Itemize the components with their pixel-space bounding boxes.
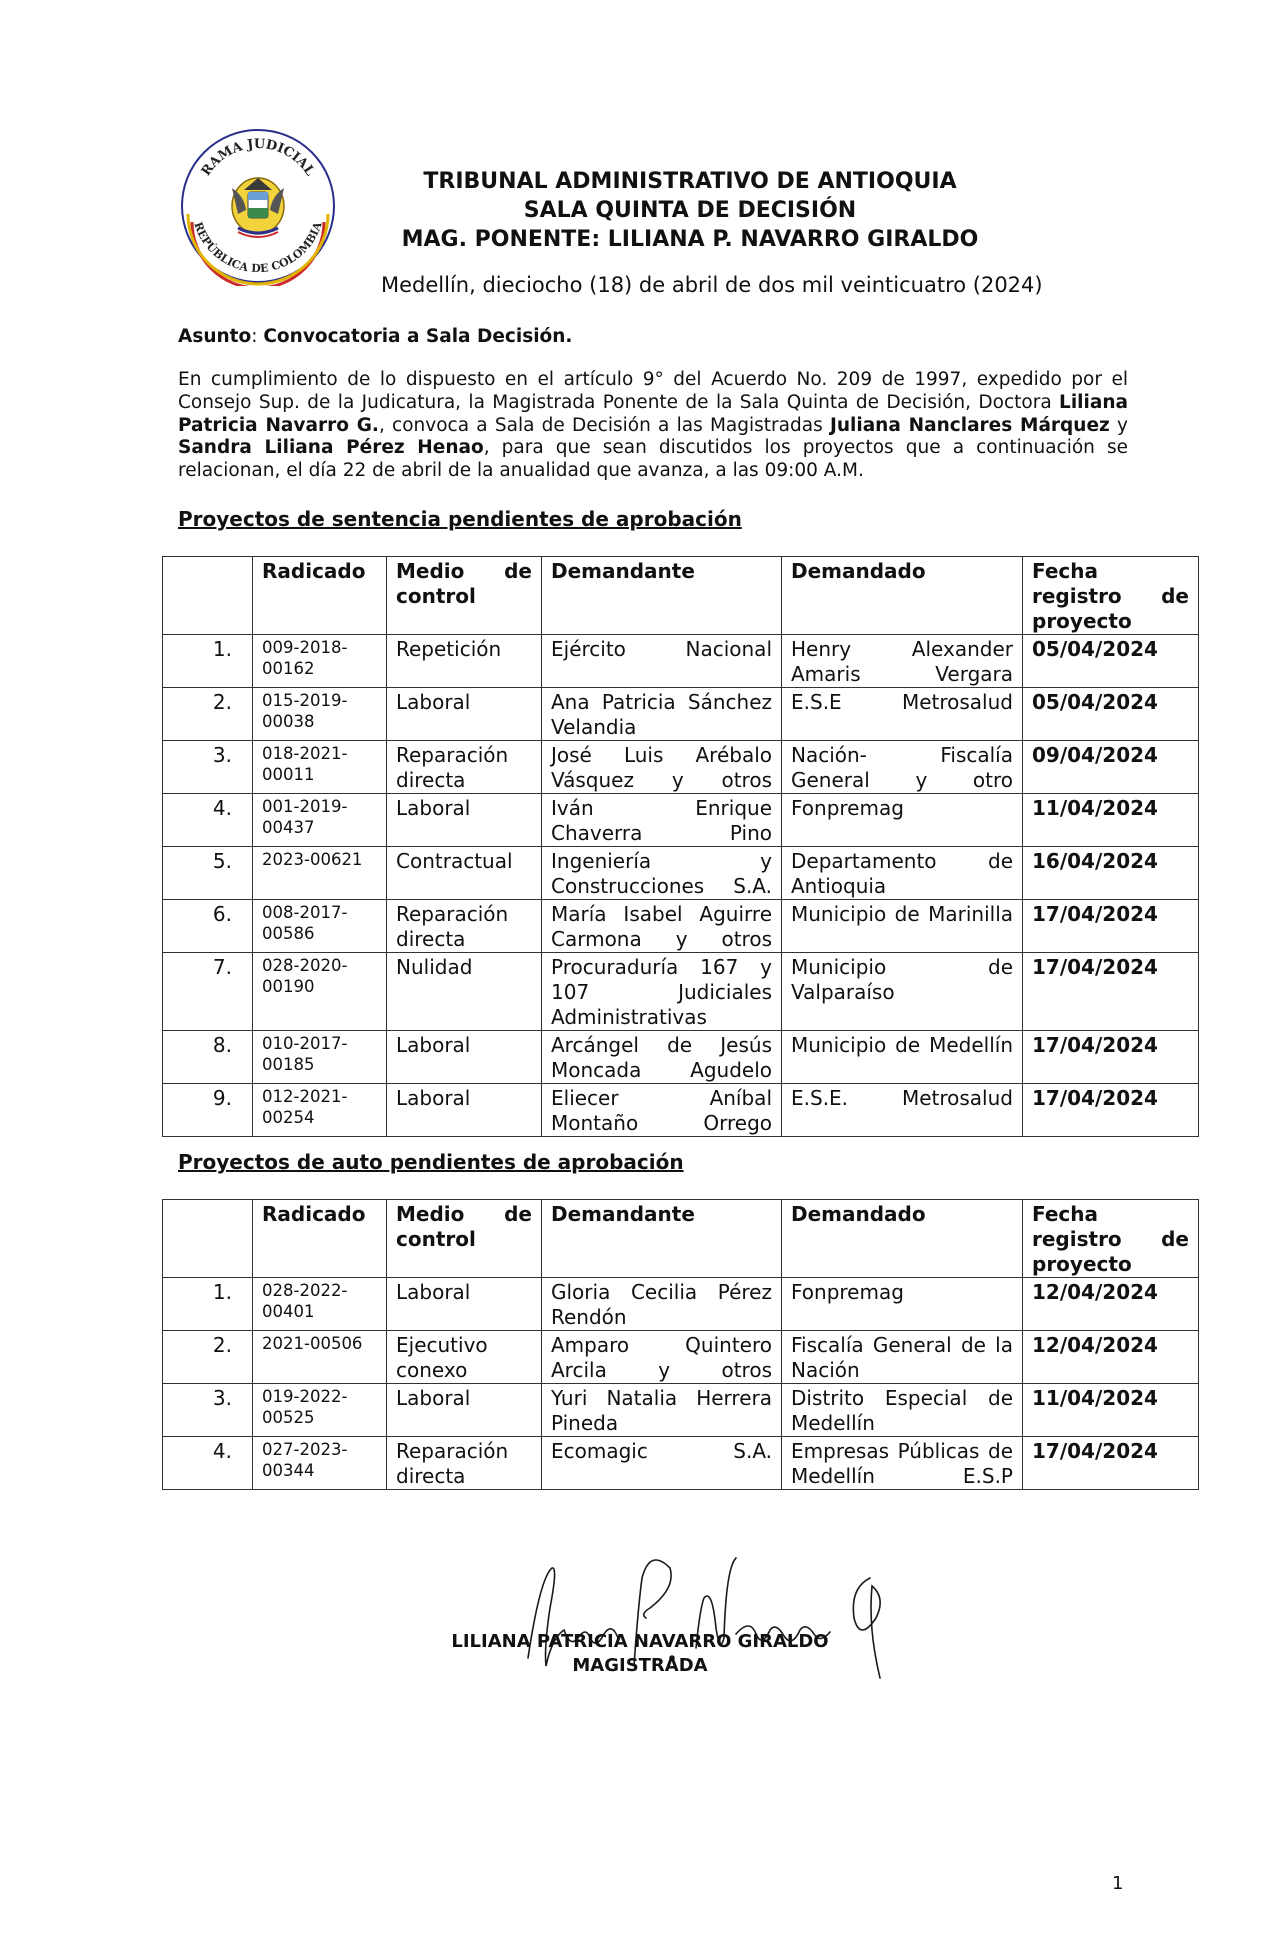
- demandado-cell: Municipio de Valparaíso: [782, 953, 1023, 1031]
- demandado-cell: E.S.E Metrosalud: [782, 688, 1023, 741]
- demandado-cell: Fiscalía General de la Nación: [782, 1331, 1023, 1384]
- medio-control-cell: Ejecutivo conexo: [387, 1331, 542, 1384]
- table-row: [163, 688, 1199, 741]
- demandante-cell: Ejército Nacional: [542, 635, 782, 688]
- demandado-cell: Municipio de Medellín: [782, 1031, 1023, 1084]
- autos-table: [162, 1199, 1199, 1490]
- header-number: [163, 1200, 253, 1278]
- row-number: 2.: [163, 688, 253, 741]
- fecha-cell: 17/04/2024: [1023, 1084, 1199, 1137]
- radicado-cell: 028-2020-00190: [253, 953, 387, 1031]
- row-number: 6.: [163, 900, 253, 953]
- medio-control-cell: Repetición: [387, 635, 542, 688]
- demandante-cell: María Isabel Aguirre Carmona y otros: [542, 900, 782, 953]
- demandante-cell: Amparo Quintero Arcila y otros: [542, 1331, 782, 1384]
- magistrate-name-1: Liliana Patricia Navarro G.: [178, 391, 1128, 436]
- signatory-title: MAGISTRADA: [572, 1655, 708, 1676]
- subject-line: Asunto: Convocatoria a Sala Decisión.: [178, 326, 573, 347]
- header-demandante: Demandante: [542, 1200, 782, 1278]
- row-number: 3.: [163, 1384, 253, 1437]
- radicado-cell: 2021-00506: [253, 1331, 387, 1384]
- section-autos-title: Proyectos de auto pendientes de aprobación: [178, 1150, 684, 1174]
- fecha-cell: 05/04/2024: [1023, 688, 1199, 741]
- fecha-cell: 17/04/2024: [1023, 1437, 1199, 1490]
- magistrate-ponente: MAG. PONENTE: LILIANA P. NAVARRO GIRALDO: [401, 227, 979, 252]
- logo-ring-text-bottom: REPÚBLICA DE COLOMBIA: [191, 220, 325, 276]
- fecha-cell: 17/04/2024: [1023, 1031, 1199, 1084]
- demandante-cell: Eliecer Aníbal Montaño Orrego: [542, 1084, 782, 1137]
- signatory-name: LILIANA PATRICIA NAVARRO GIRALDO: [451, 1631, 829, 1652]
- fecha-cell: 11/04/2024: [1023, 794, 1199, 847]
- fecha-cell: 17/04/2024: [1023, 900, 1199, 953]
- radicado-cell: 010-2017-00185: [253, 1031, 387, 1084]
- radicado-cell: 027-2023-00344: [253, 1437, 387, 1490]
- demandado-cell: Departamento de Antioquia: [782, 847, 1023, 900]
- chamber-name: SALA QUINTA DE DECISIÓN: [523, 198, 857, 223]
- medio-control-cell: Reparación directa: [387, 741, 542, 794]
- row-number: 1.: [163, 635, 253, 688]
- row-number: 7.: [163, 953, 253, 1031]
- magistrate-name-3: Sandra Liliana Pérez Henao: [178, 437, 484, 459]
- demandado-cell: Fonpremag: [782, 1278, 1023, 1331]
- fecha-cell: 11/04/2024: [1023, 1384, 1199, 1437]
- table-header-row: [163, 557, 1199, 635]
- demandante-cell: Procuraduría 167 y 107 Judiciales Administrativas: [542, 953, 782, 1031]
- radicado-cell: 019-2022-00525: [253, 1384, 387, 1437]
- radicado-cell: 2023-00621: [253, 847, 387, 900]
- table-row: [163, 635, 1199, 688]
- table-row: [163, 794, 1199, 847]
- demandado-cell: E.S.E. Metrosalud: [782, 1084, 1023, 1137]
- medio-control-cell: Reparación directa: [387, 1437, 542, 1490]
- fecha-cell: 17/04/2024: [1023, 953, 1199, 1031]
- header-number: [163, 557, 253, 635]
- fecha-cell: 12/04/2024: [1023, 1331, 1199, 1384]
- demandado-cell: Henry Alexander Amaris Vergara: [782, 635, 1023, 688]
- medio-control-cell: Laboral: [387, 1384, 542, 1437]
- medio-control-cell: Laboral: [387, 794, 542, 847]
- paragraph-text-1: En cumplimiento de lo dispuesto en el artículo 9° del Acuerdo No. 209 de 1997, expedido por el Consejo Sup. de la Judicatura, la Magistrada Ponente de la Sala Quinta de Decisión, Doctora: [178, 369, 1128, 413]
- demandante-cell: Ecomagic S.A.: [542, 1437, 782, 1490]
- medio-control-cell: Laboral: [387, 1031, 542, 1084]
- demandado-cell: Municipio de Marinilla: [782, 900, 1023, 953]
- paragraph-text-2: , convoca a Sala de Decisión a las Magistradas: [378, 414, 830, 436]
- medio-control-cell: Laboral: [387, 1084, 542, 1137]
- table-row: [163, 847, 1199, 900]
- fecha-cell: 05/04/2024: [1023, 635, 1199, 688]
- demandante-cell: Arcángel de Jesús Moncada Agudelo: [542, 1031, 782, 1084]
- subject-value: Convocatoria a Sala Decisión.: [263, 326, 573, 347]
- header-medio-control: Medio de control: [387, 557, 542, 635]
- demandante-cell: Yuri Natalia Herrera Pineda: [542, 1384, 782, 1437]
- table-row: [163, 1084, 1199, 1137]
- row-number: 9.: [163, 1084, 253, 1137]
- demandante-cell: Ana Patricia Sánchez Velandia: [542, 688, 782, 741]
- radicado-cell: 009-2018-00162: [253, 635, 387, 688]
- demandado-cell: Distrito Especial de Medellín: [782, 1384, 1023, 1437]
- radicado-cell: 001-2019-00437: [253, 794, 387, 847]
- table-row: [163, 1384, 1199, 1437]
- medio-control-cell: Nulidad: [387, 953, 542, 1031]
- row-number: 8.: [163, 1031, 253, 1084]
- row-number: 4.: [163, 1437, 253, 1490]
- header-demandado: Demandado: [782, 1200, 1023, 1278]
- table-row: [163, 1437, 1199, 1490]
- page-number: 1: [1112, 1873, 1124, 1894]
- radicado-cell: 028-2022-00401: [253, 1278, 387, 1331]
- radicado-cell: 015-2019-00038: [253, 688, 387, 741]
- demandante-cell: Gloria Cecilia Pérez Rendón: [542, 1278, 782, 1331]
- fecha-cell: 09/04/2024: [1023, 741, 1199, 794]
- demandado-cell: Fonpremag: [782, 794, 1023, 847]
- rama-judicial-seal-logo: [178, 126, 338, 286]
- section-sentencias-title: Proyectos de sentencia pendientes de aprobación: [178, 507, 742, 531]
- row-number: 5.: [163, 847, 253, 900]
- row-number: 2.: [163, 1331, 253, 1384]
- document-date: Medellín, dieciocho (18) de abril de dos mil veinticuatro (2024): [381, 273, 1043, 297]
- header-demandado: Demandado: [782, 557, 1023, 635]
- court-name: TRIBUNAL ADMINISTRATIVO DE ANTIOQUIA: [423, 169, 957, 194]
- paragraph-text-3: y: [1109, 414, 1128, 436]
- demandante-cell: Iván Enrique Chaverra Pino: [542, 794, 782, 847]
- fecha-cell: 12/04/2024: [1023, 1278, 1199, 1331]
- medio-control-cell: Contractual: [387, 847, 542, 900]
- header-fecha-registro: Fecha registro de proyecto: [1023, 1200, 1199, 1278]
- table-row: [163, 1031, 1199, 1084]
- convocation-paragraph: [178, 369, 1128, 483]
- table-row: [163, 1331, 1199, 1384]
- table-row: [163, 900, 1199, 953]
- row-number: 1.: [163, 1278, 253, 1331]
- radicado-cell: 008-2017-00586: [253, 900, 387, 953]
- demandado-cell: Empresas Públicas de Medellín E.S.P: [782, 1437, 1023, 1490]
- header-medio-control: Medio de control: [387, 1200, 542, 1278]
- table-header-row: [163, 1200, 1199, 1278]
- table-row: [163, 741, 1199, 794]
- table-row: [163, 953, 1199, 1031]
- magistrate-name-2: Juliana Nanclares Márquez: [829, 414, 1110, 436]
- fecha-cell: 16/04/2024: [1023, 847, 1199, 900]
- sentencias-table: [162, 556, 1199, 1137]
- radicado-cell: 018-2021-00011: [253, 741, 387, 794]
- table-row: [163, 1278, 1199, 1331]
- logo-ring-text-top: RAMA JUDICIAL: [198, 136, 318, 179]
- paragraph-text-4: , para que sean discutidos los proyectos que a continuación se relacionan, el día 22 de abril de la anualidad que avanza, a las 09:00 A.M.: [178, 437, 1128, 482]
- subject-label: Asunto: [178, 326, 252, 347]
- demandante-cell: Ingeniería y Construcciones S.A.: [542, 847, 782, 900]
- row-number: 4.: [163, 794, 253, 847]
- demandante-cell: José Luis Arébalo Vásquez y otros: [542, 741, 782, 794]
- medio-control-cell: Laboral: [387, 1278, 542, 1331]
- row-number: 3.: [163, 741, 253, 794]
- medio-control-cell: Laboral: [387, 688, 542, 741]
- header-radicado: Radicado: [253, 557, 387, 635]
- header-fecha-registro: Fecha registro de proyecto: [1023, 557, 1199, 635]
- radicado-cell: 012-2021-00254: [253, 1084, 387, 1137]
- medio-control-cell: Reparación directa: [387, 900, 542, 953]
- demandado-cell: Nación- Fiscalía General y otro: [782, 741, 1023, 794]
- header-radicado: Radicado: [253, 1200, 387, 1278]
- header-demandante: Demandante: [542, 557, 782, 635]
